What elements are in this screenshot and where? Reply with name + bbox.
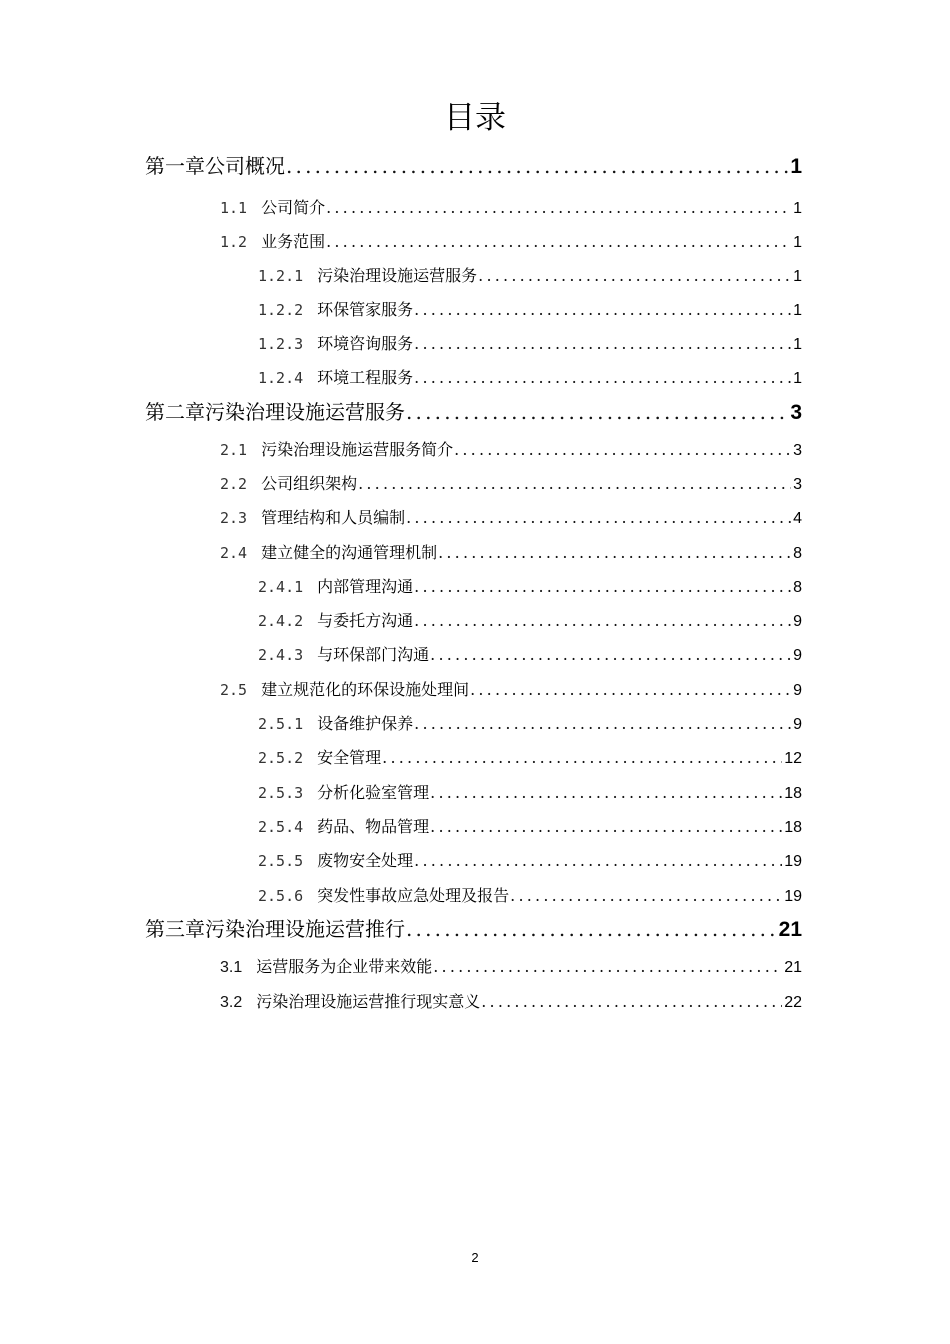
toc-entry-page: 3 bbox=[793, 476, 802, 493]
toc-entry-page: 9 bbox=[793, 682, 802, 699]
toc-entry-label: 管理结构和人员编制 bbox=[261, 508, 406, 527]
toc-dot-leader bbox=[429, 642, 791, 668]
toc-entry-page: 21 bbox=[784, 959, 802, 976]
toc-entry-number: 2.4.3 bbox=[258, 646, 304, 664]
toc-entry[interactable] bbox=[220, 229, 802, 255]
toc-entry-page: 1 bbox=[790, 155, 802, 178]
toc-dot-leader bbox=[453, 437, 791, 463]
toc-entry-label: 污染治理设施运营推行现实意义 bbox=[256, 992, 481, 1011]
toc-dot-leader bbox=[381, 745, 782, 771]
toc-entry[interactable] bbox=[220, 195, 802, 221]
toc-dot-leader bbox=[357, 471, 791, 497]
toc-dot-leader bbox=[413, 608, 791, 634]
toc-entry-label: 安全管理 bbox=[317, 748, 382, 767]
toc-entry-number: 2.3 bbox=[220, 509, 248, 527]
toc-entry-label: 运营服务为企业带来效能 bbox=[256, 957, 433, 976]
toc-entry-page: 21 bbox=[778, 918, 802, 941]
toc-entry-page: 1 bbox=[793, 336, 802, 353]
toc-entry[interactable] bbox=[258, 263, 802, 289]
toc-entry-label: 废物安全处理 bbox=[317, 851, 414, 870]
toc-entry-label: 环保管家服务 bbox=[317, 300, 414, 319]
toc-entry[interactable] bbox=[220, 954, 802, 980]
toc-entry-number: 1.1 bbox=[220, 199, 248, 217]
toc-entry-label: 业务范围 bbox=[261, 232, 326, 251]
toc-dot-leader bbox=[285, 151, 788, 181]
toc-dot-leader bbox=[413, 711, 791, 737]
toc-entry-number: 1.2.1 bbox=[258, 267, 304, 285]
toc-entry-page: 1 bbox=[793, 370, 802, 387]
toc-entry-page: 1 bbox=[793, 302, 802, 319]
toc-entry-label: 分析化验室管理 bbox=[317, 783, 430, 802]
toc-entry-number: 2.5.6 bbox=[258, 887, 304, 905]
toc-entry[interactable] bbox=[258, 642, 802, 668]
toc-entry-page: 1 bbox=[793, 200, 802, 217]
toc-dot-leader bbox=[429, 780, 782, 806]
toc-entry-label: 第三章污染治理设施运营推行 bbox=[145, 917, 405, 941]
toc-dot-leader bbox=[509, 883, 782, 909]
toc-entry-label: 公司组织架构 bbox=[261, 474, 358, 493]
toc-entry-number: 2.1 bbox=[220, 441, 248, 459]
toc-entry-page: 9 bbox=[793, 613, 802, 630]
toc-entry-number: 2.5.4 bbox=[258, 818, 304, 836]
toc-dot-leader bbox=[477, 263, 791, 289]
toc-entry[interactable] bbox=[258, 780, 802, 806]
toc-dot-leader bbox=[413, 574, 791, 600]
toc-entry[interactable] bbox=[145, 151, 802, 181]
toc-entry-label: 建立规范化的环保设施处理间 bbox=[261, 680, 470, 699]
toc-dot-leader bbox=[413, 331, 791, 357]
toc-entry-label: 突发性事故应急处理及报告 bbox=[317, 886, 510, 905]
toc-entry-page: 1 bbox=[793, 234, 802, 251]
toc-entry-number: 2.4.2 bbox=[258, 612, 304, 630]
toc-entry-number: 1.2.3 bbox=[258, 335, 304, 353]
toc-dot-leader bbox=[429, 814, 782, 840]
toc-entry-page: 8 bbox=[793, 579, 802, 596]
toc-entry-number: 1.2.2 bbox=[258, 301, 304, 319]
toc-entry-number: 3.1 bbox=[220, 959, 243, 976]
toc-entry[interactable] bbox=[258, 297, 802, 323]
toc-dot-leader bbox=[480, 989, 782, 1015]
toc-entry[interactable] bbox=[145, 397, 802, 427]
toc-entry-page: 22 bbox=[784, 994, 802, 1011]
toc-entry[interactable] bbox=[220, 437, 802, 463]
toc-entry[interactable] bbox=[220, 471, 802, 497]
toc-entry-label: 第一章公司概况 bbox=[145, 154, 285, 178]
toc-entry[interactable] bbox=[220, 540, 802, 566]
toc-entry-page: 18 bbox=[784, 819, 802, 836]
toc-dot-leader bbox=[325, 195, 791, 221]
toc-entry-page: 9 bbox=[793, 647, 802, 664]
toc-entry-page: 19 bbox=[784, 853, 802, 870]
toc-entry-label: 内部管理沟通 bbox=[317, 577, 414, 596]
toc-entry-page: 19 bbox=[784, 888, 802, 905]
toc-dot-leader bbox=[325, 229, 791, 255]
toc-dot-leader bbox=[469, 677, 791, 703]
toc-entry-label: 药品、物品管理 bbox=[317, 817, 430, 836]
toc-entry-label: 设备维护保养 bbox=[317, 714, 414, 733]
toc-entry-number: 3.2 bbox=[220, 994, 243, 1011]
toc-title: 目录 bbox=[444, 100, 506, 136]
toc-entry-number: 2.4 bbox=[220, 544, 248, 562]
toc-entry-number: 2.5.2 bbox=[258, 749, 304, 767]
toc-entry-number: 2.5.5 bbox=[258, 852, 304, 870]
toc-entry-label: 公司简介 bbox=[261, 198, 326, 217]
toc-entry[interactable] bbox=[220, 989, 802, 1015]
toc-entry[interactable] bbox=[220, 677, 802, 703]
toc-entry-page: 8 bbox=[793, 545, 802, 562]
toc-entry-number: 2.2 bbox=[220, 475, 248, 493]
toc-dot-leader bbox=[413, 297, 791, 323]
toc-dot-leader bbox=[405, 397, 788, 427]
toc-dot-leader bbox=[413, 848, 782, 874]
toc-dot-leader bbox=[413, 365, 791, 391]
toc-entry-label: 污染治理设施运营服务简介 bbox=[261, 440, 454, 459]
toc-entry-label: 第二章污染治理设施运营服务 bbox=[145, 400, 405, 424]
toc-entry[interactable] bbox=[258, 711, 802, 737]
toc-entry-label: 环境工程服务 bbox=[317, 368, 414, 387]
toc-entry-number: 2.5 bbox=[220, 681, 248, 699]
toc-entry[interactable] bbox=[258, 883, 802, 909]
toc-dot-leader bbox=[432, 954, 782, 980]
toc-dot-leader bbox=[405, 505, 791, 531]
toc-entry[interactable] bbox=[220, 505, 802, 531]
toc-entry[interactable] bbox=[258, 574, 802, 600]
toc-entry-number: 1.2 bbox=[220, 233, 248, 251]
toc-entry-label: 建立健全的沟通管理机制 bbox=[261, 543, 438, 562]
toc-entry-number: 1.2.4 bbox=[258, 369, 304, 387]
toc-entry[interactable] bbox=[258, 608, 802, 634]
toc-entry[interactable] bbox=[258, 848, 802, 874]
page-number: 2 bbox=[471, 1250, 479, 1265]
toc-entry[interactable] bbox=[258, 745, 802, 771]
toc-entry[interactable] bbox=[258, 365, 802, 391]
toc-entry[interactable] bbox=[145, 914, 802, 944]
toc-entry[interactable] bbox=[258, 814, 802, 840]
toc-entry-number: 2.5.1 bbox=[258, 715, 304, 733]
toc-entry-page: 9 bbox=[793, 716, 802, 733]
toc-entry-page: 4 bbox=[793, 510, 802, 527]
toc-entry-label: 与环保部门沟通 bbox=[317, 645, 430, 664]
toc-entry-label: 环境咨询服务 bbox=[317, 334, 414, 353]
toc-entry-page: 3 bbox=[790, 401, 802, 424]
toc-entry-label: 与委托方沟通 bbox=[317, 611, 414, 630]
toc-dot-leader bbox=[437, 540, 791, 566]
toc-entry-number: 2.5.3 bbox=[258, 784, 304, 802]
toc-entry-page: 18 bbox=[784, 785, 802, 802]
toc-entry[interactable] bbox=[258, 331, 802, 357]
toc-entry-page: 3 bbox=[793, 442, 802, 459]
toc-entry-label: 污染治理设施运营服务 bbox=[317, 266, 478, 285]
toc-entry-page: 12 bbox=[784, 750, 802, 767]
toc-entry-number: 2.4.1 bbox=[258, 578, 304, 596]
toc-entry-page: 1 bbox=[793, 268, 802, 285]
toc-dot-leader bbox=[405, 914, 777, 944]
